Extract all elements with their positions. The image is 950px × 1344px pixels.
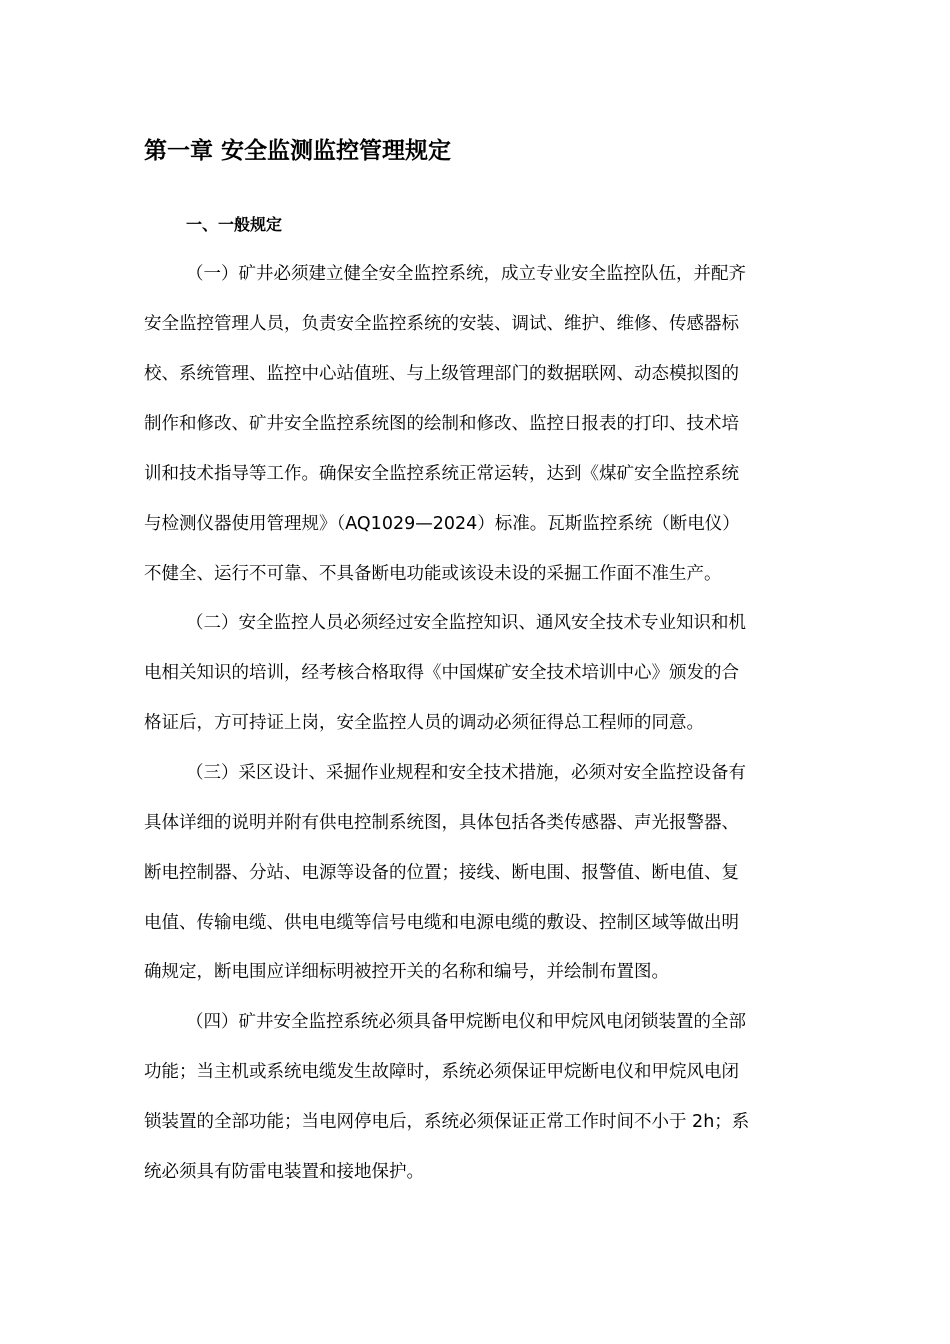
chapter-title: 第一章 安全监测监控管理规定 xyxy=(144,138,452,164)
paragraph-line: 锁装置的全部功能；当电网停电后，系统必须保证正常工作时间不小于 2h；系 xyxy=(144,1112,750,1132)
paragraph-line: （一）矿井必须建立健全安全监控系统，成立专业安全监控队伍，并配齐 xyxy=(186,264,746,284)
paragraph-line: 与检测仪器使用管理规》（AQ1029—2024）标准。瓦斯监控系统（断电仪） xyxy=(144,514,740,534)
paragraph-line: 统必须具有防雷电装置和接地保护。 xyxy=(144,1162,424,1182)
paragraph-line: 制作和修改、矿井安全监控系统图的绘制和修改、监控日报表的打印、技术培 xyxy=(144,414,739,434)
paragraph-line: 电值、传输电缆、供电电缆等信号电缆和电源电缆的敷设、控制区域等做出明 xyxy=(144,913,739,933)
paragraph-line: 校、系统管理、监控中心站值班、与上级管理部门的数据联网、动态模拟图的 xyxy=(144,364,739,384)
section-heading: 一、一般规定 xyxy=(186,215,283,234)
paragraph-line: （三）采区设计、采掘作业规程和安全技术措施，必须对安全监控设备有 xyxy=(186,763,746,783)
paragraph-line: 具体详细的说明并附有供电控制系统图，具体包括各类传感器、声光报警器、 xyxy=(144,813,739,833)
paragraph-line: 功能；当主机或系统电缆发生故障时，系统必须保证甲烷断电仪和甲烷风电闭 xyxy=(144,1062,739,1082)
paragraph-line: 格证后，方可持证上岗，安全监控人员的调动必须征得总工程师的同意。 xyxy=(144,713,704,733)
paragraph-line: 断电控制器、分站、电源等设备的位置；接线、断电围、报警值、断电值、复 xyxy=(144,863,739,883)
paragraph-line: 训和技术指导等工作。确保安全监控系统正常运转，达到《煤矿安全监控系统 xyxy=(144,464,739,484)
paragraph-line: （二）安全监控人员必须经过安全监控知识、通风安全技术专业知识和机 xyxy=(186,613,746,633)
paragraph-line: 不健全、运行不可靠、不具备断电功能或该设未设的采掘工作面不准生产。 xyxy=(144,564,722,584)
paragraph-line: 确规定，断电围应详细标明被控开关的名称和编号，并绘制布置图。 xyxy=(144,962,669,982)
paragraph-line: 电相关知识的培训，经考核合格取得《中国煤矿安全技术培训中心》颁发的合 xyxy=(144,663,739,683)
paragraph-line: 安全监控管理人员，负责安全监控系统的安装、调试、维护、维修、传感器标 xyxy=(144,314,739,334)
paragraph-line: （四）矿井安全监控系统必须具备甲烷断电仪和甲烷风电闭锁装置的全部 xyxy=(186,1012,746,1032)
